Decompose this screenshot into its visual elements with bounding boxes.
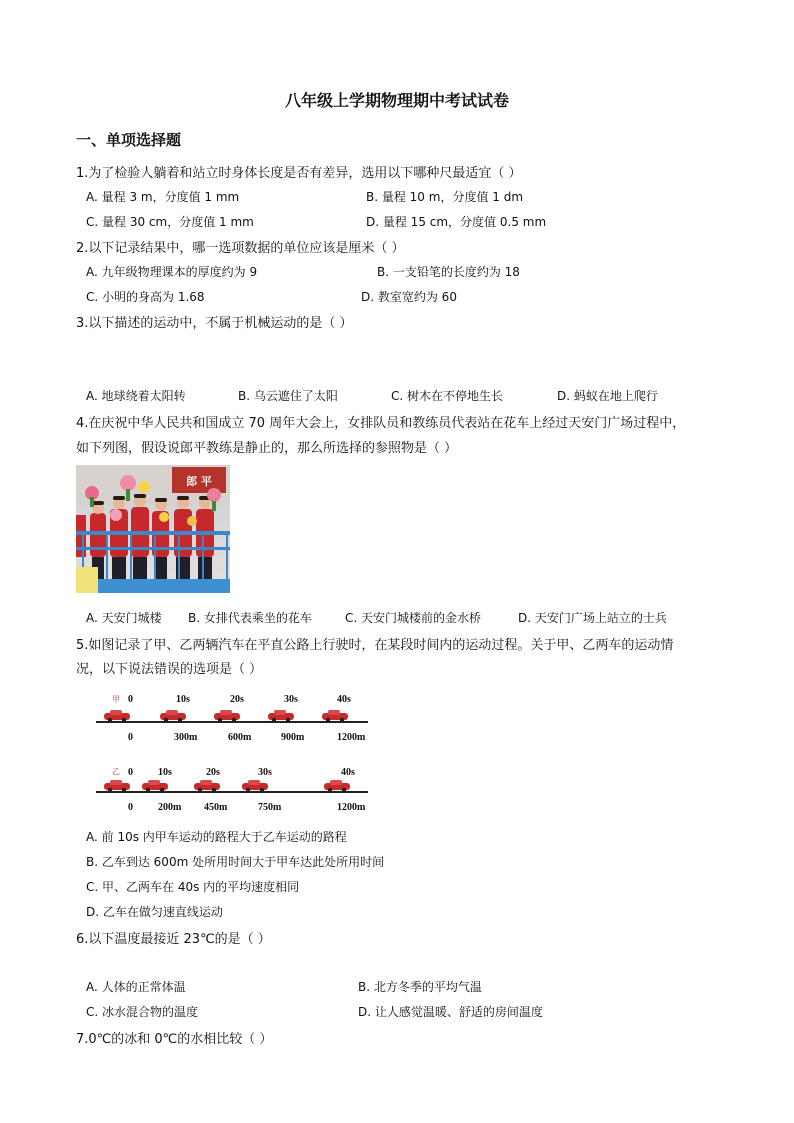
question-5-stem-line1: 5.如图记录了甲、乙两辆汽车在平直公路上行驶时，在某段时间内的运动过程。关于甲、乙两车的运动情: [76, 638, 674, 653]
jia-dist-0: 0: [128, 732, 133, 743]
q4-option-a[interactable]: A. 天安门城楼: [86, 611, 162, 625]
q5-option-a[interactable]: A. 前 10s 内甲车运动的路程大于乙车运动的路程: [86, 830, 347, 844]
q3-option-c[interactable]: C. 树木在不停地生长: [391, 389, 504, 403]
jia-cars: [104, 710, 348, 722]
yi-dist-1200m: 1200m: [337, 802, 366, 813]
jia-dist-600m: 600m: [228, 732, 252, 743]
q4-option-d[interactable]: D. 天安门广场上站立的士兵: [518, 611, 667, 625]
jia-dist-900m: 900m: [281, 732, 305, 743]
jia-dist-300m: 300m: [174, 732, 198, 743]
question-2-stem: 2.以下记录结果中，哪一选项数据的单位应该是厘米（ ）: [76, 241, 405, 256]
q2-option-c[interactable]: C. 小明的身高为 1.68: [86, 290, 205, 304]
car-motion-diagram: [96, 688, 386, 818]
yi-time-20s: 20s: [206, 767, 220, 778]
q1-option-d[interactable]: D. 量程 15 cm，分度值 0.5 mm: [366, 215, 547, 229]
yi-time-0: 0: [128, 767, 133, 778]
jia-time-20s: 20s: [230, 694, 244, 705]
yi-dist-750m: 750m: [258, 802, 282, 813]
q6-option-b[interactable]: B. 北方冬季的平均气温: [358, 980, 482, 994]
yi-time-30s: 30s: [258, 767, 272, 778]
q5-option-c[interactable]: C. 甲、乙两车在 40s 内的平均速度相同: [86, 880, 300, 894]
page-title: 八年级上学期物理期中考试试卷: [284, 91, 509, 110]
q5-option-b[interactable]: B. 乙车到达 600m 处所用时间大于甲车达此处所用时间: [86, 855, 385, 869]
car-jia-label: 甲: [112, 695, 120, 704]
q1-option-b[interactable]: B. 量程 10 m，分度值 1 dm: [366, 190, 524, 204]
photo-name-sign: 郎 平: [186, 475, 212, 488]
question-1-stem: 1.为了检验人躺着和站立时身体长度是否有差异，选用以下哪种尺最适宜（ ）: [76, 166, 522, 181]
jia-time-40s: 40s: [337, 694, 351, 705]
yi-cars: [104, 780, 350, 792]
q6-option-c[interactable]: C. 冰水混合物的温度: [86, 1005, 199, 1019]
q4-option-b[interactable]: B. 女排代表乘坐的花车: [188, 611, 312, 625]
q2-option-b[interactable]: B. 一支铅笔的长度约为 18: [377, 265, 520, 279]
car-yi-label: 乙: [112, 767, 120, 776]
q3-option-d[interactable]: D. 蚂蚁在地上爬行: [557, 389, 658, 403]
yi-dist-0: 0: [128, 802, 133, 813]
jia-time-10s: 10s: [176, 694, 190, 705]
q6-option-a[interactable]: A. 人体的正常体温: [86, 980, 186, 994]
question-5-stem-line2: 况，以下说法错误的选项是（ ）: [76, 662, 263, 677]
q2-option-a[interactable]: A. 九年级物理课本的厚度约为 9: [86, 265, 258, 279]
q1-option-c[interactable]: C. 量程 30 cm，分度值 1 mm: [86, 215, 254, 229]
yi-time-10s: 10s: [158, 767, 172, 778]
jia-time-30s: 30s: [284, 694, 298, 705]
parade-float-photo: [76, 465, 230, 593]
q5-option-d[interactable]: D. 乙车在做匀速直线运动: [86, 905, 223, 919]
yi-dist-200m: 200m: [158, 802, 182, 813]
question-6-stem: 6.以下温度最接近 23℃的是（ ）: [76, 932, 271, 947]
section-heading: 一、单项选择题: [76, 131, 182, 149]
jia-time-0: 0: [128, 694, 133, 705]
jia-dist-1200m: 1200m: [337, 732, 366, 743]
yi-time-40s: 40s: [341, 767, 355, 778]
yi-dist-450m: 450m: [204, 802, 228, 813]
q3-option-b[interactable]: B. 乌云遮住了太阳: [238, 389, 338, 403]
q1-option-a[interactable]: A. 量程 3 m，分度值 1 mm: [86, 190, 240, 204]
question-3-stem: 3.以下描述的运动中，不属于机械运动的是（ ）: [76, 316, 353, 331]
question-4-stem-line2: 如下列图，假设说郎平教练是静止的，那么所选择的参照物是（ ）: [76, 441, 458, 456]
q2-option-d[interactable]: D. 教室宽约为 60: [361, 290, 457, 304]
question-4-stem-line1: 4.在庆祝中华人民共和国成立 70 周年大会上，女排队员和教练员代表站在花车上经过天安门广场过程中，: [76, 416, 686, 431]
q3-option-a[interactable]: A. 地球绕着太阳转: [86, 389, 186, 403]
q4-option-c[interactable]: C. 天安门城楼前的金水桥: [345, 611, 482, 625]
q6-option-d[interactable]: D. 让人感觉温暖、舒适的房间温度: [358, 1005, 543, 1019]
question-7-stem: 7.0℃的冰和 0℃的水相比较（ ）: [76, 1032, 273, 1047]
